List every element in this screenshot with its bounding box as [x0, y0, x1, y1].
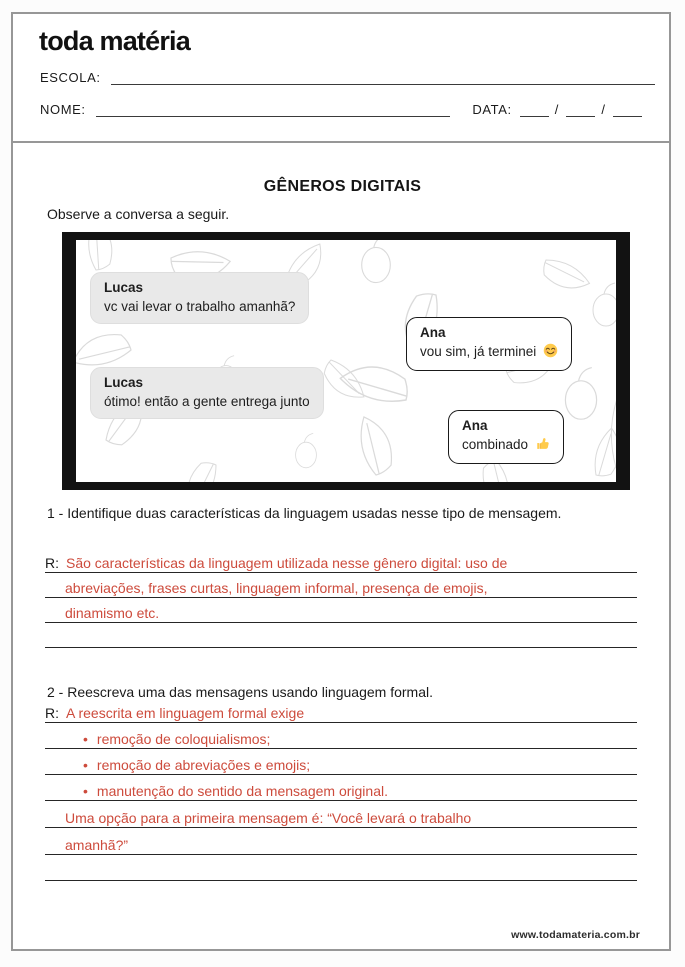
answer-line-row — [45, 801, 637, 828]
answer-text: remoção de coloquialismos; — [96, 731, 271, 747]
brand-logo: toda matéria — [39, 26, 190, 56]
answer-line-row — [45, 573, 637, 598]
chat-message-ana-1 — [406, 317, 572, 371]
date-month-blank — [566, 102, 595, 117]
message-text: vou sim, já terminei — [420, 343, 537, 359]
chat-background — [76, 240, 616, 482]
answer-line-row — [45, 828, 637, 855]
bullet-item — [45, 731, 270, 747]
chat-message-lucas-1 — [90, 272, 309, 324]
bullet-item — [45, 783, 388, 799]
sender-name: Ana — [420, 325, 446, 340]
date-slash: / — [601, 102, 605, 117]
answer-line-row — [45, 598, 637, 623]
answer-prefix: R: — [45, 705, 59, 721]
school-row — [40, 70, 655, 85]
answer-text: São características da linguagem utilizada nesse gênero digital: uso de — [66, 555, 508, 571]
answer-prefix: R: — [45, 555, 59, 571]
question-2-answer-area — [45, 698, 637, 881]
answer-bullet-row — [45, 775, 637, 801]
sender-name: Lucas — [104, 375, 144, 390]
answer-text: A reescrita em linguagem formal exige — [66, 705, 305, 721]
chat-conversation-image — [62, 232, 630, 490]
date-label: DATA: — [472, 102, 512, 117]
school-label: ESCOLA: — [40, 70, 101, 85]
answer-text: manutenção do sentido da mensagem original. — [96, 783, 388, 799]
name-blank-line — [96, 102, 451, 117]
date-day-blank — [520, 102, 549, 117]
bullet-dot: • — [83, 783, 88, 799]
answer-text: remoção de abreviações e emojis; — [96, 757, 311, 773]
chat-message-lucas-2 — [90, 367, 324, 419]
message-text: vc vai levar o trabalho amanhã? — [104, 298, 296, 314]
date-year-blank — [613, 102, 642, 117]
date-slash: / — [554, 102, 559, 117]
answer-text: abreviações, frases curtas, linguagem informal, presença de emojis, — [65, 580, 488, 596]
bullet-dot: • — [83, 731, 88, 747]
worksheet-title: GÊNEROS DIGITAIS — [263, 178, 422, 195]
question-2-prompt: 2 - Reescreva uma das mensagens usando linguagem formal. — [47, 684, 433, 700]
message-text: ótimo! então a gente entrega junto — [104, 393, 310, 409]
thumbs-up-emoji — [535, 436, 550, 457]
chat-message-ana-2 — [448, 410, 564, 464]
question-1-answer-area — [45, 548, 637, 648]
smiling-face-emoji — [543, 343, 558, 364]
answer-text: dinamismo etc. — [65, 605, 160, 621]
name-date-row — [40, 102, 642, 117]
answer-bullet-row — [45, 749, 637, 775]
site-url: www.todamateria.com.br — [511, 929, 640, 941]
answer-line-row — [45, 548, 637, 573]
school-blank-line — [111, 70, 655, 85]
sender-name: Ana — [462, 418, 488, 433]
answer-blank-row — [45, 855, 637, 881]
answer-blank-row — [45, 623, 637, 648]
name-label: NOME: — [40, 102, 86, 117]
bullet-item — [45, 757, 310, 773]
bullet-dot: • — [83, 757, 88, 773]
question-1-prompt: 1 - Identifique duas características da linguagem usadas nesse tipo de mensagem. — [47, 505, 562, 521]
message-text: combinado — [462, 436, 529, 452]
worksheet-intro: Observe a conversa a seguir. — [47, 206, 230, 222]
answer-bullet-row — [45, 723, 637, 749]
sender-name: Lucas — [104, 280, 144, 295]
answer-text: Uma opção para a primeira mensagem é: “Você levará o trabalho — [65, 810, 472, 826]
header-divider — [11, 141, 671, 143]
answer-text: amanhã?” — [65, 837, 129, 853]
answer-line-row — [45, 698, 637, 723]
